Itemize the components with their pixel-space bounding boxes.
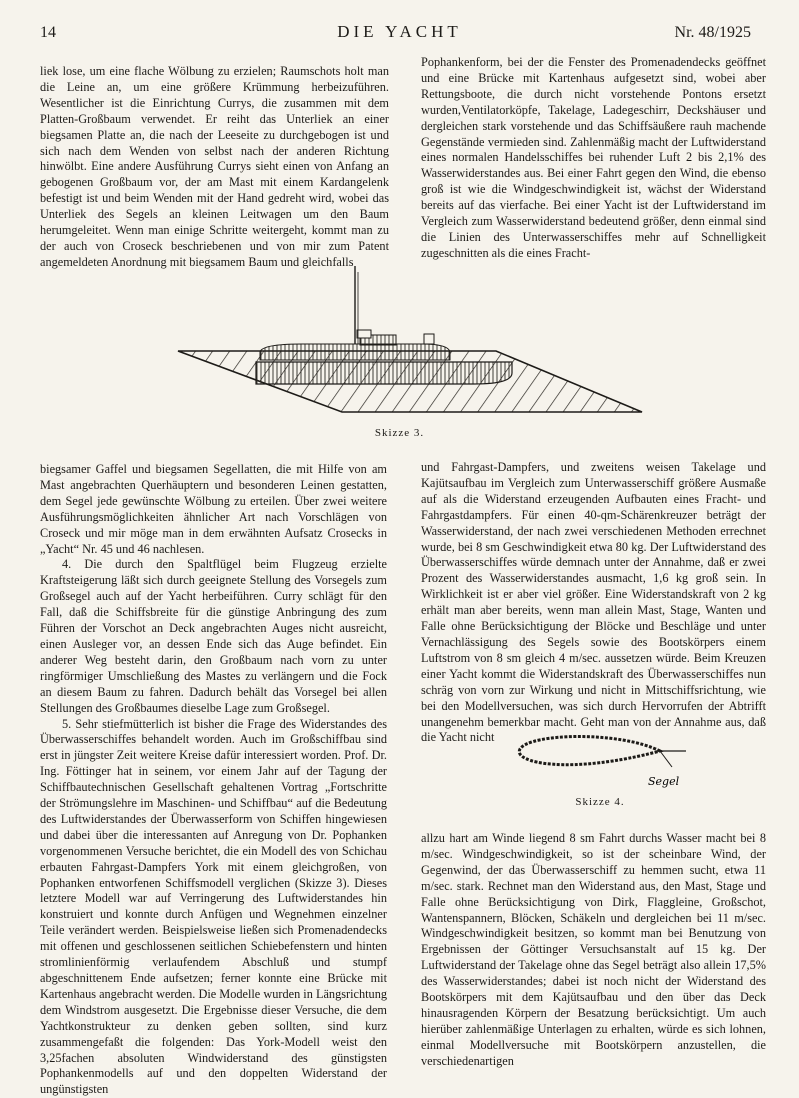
- figure-caption: Skizze 3.: [0, 427, 799, 439]
- paragraph: allzu hart am Winde liegend 8 sm Fahrt durchs Wasser macht bei 8 m/sec. Windgeschwindigkeit, so ist der scheinbare Wind, der Gegenwind, der das Überwasserschiff zu hemmen sucht, etwa 11 m/sec. stark. Rechnet man den Widerstand aus, den Mast, Stage und Falle ohne Berücksichtigung von Dirk, Flaggleine, Großschot, Wantenspannern, Blöcken, Schäkeln und dergleichen bei 11 m/sec. Windgeschwindigkeit besitzen, so kommt man bei Benutzung von Ergebnissen der Göttinger Versuchsanstalt auf 15 kg. Der Luftwiderstand der Takelage ohne das Segel beträgt also allein 17,5% des Wasserwiderstandes; dabei ist noch nicht der Widerstand des Bootskörpers mit dem Kajütsaufbau und den über das Deck hinausragenden Körpern der Besatzung berücksichtigt. Um auch hierüber zahlenmäßige Unterlagen zu erhalten, würde es sich lohnen, einmal Modellversuche mit Bootskörpern anzustellen, die verschiedenartigen: [421, 831, 766, 1070]
- promenade-deck: [260, 344, 450, 360]
- funnel: [357, 330, 371, 338]
- column-top-right: [421, 55, 766, 262]
- issue-number: Nr. 48/1925: [675, 24, 751, 42]
- column-bottom-right: [421, 460, 766, 746]
- paragraph: biegsamer Gaffel und biegsamen Segellatten, die mit Hilfe von am Mast angebrachten Querhäuptern und besonderen Leinen gestatten, dem Segel jede gewünschte Wölbung zu erteilen. Über zwei weitere Ausführungsmöglichkeiten ähnlicher Art nach Vorschlägen von Croseck und mir möge man in dem erwähnten Aufsatz Crosecks in „Yacht“ Nr. 45 und 46 nachlesen.: [40, 462, 387, 557]
- paragraph: 4. Die durch den Spaltflügel beim Flugzeug erzielte Kraftsteigerung läßt sich durch geeignete Stellung des Vorsegels zum Großsegel auch auf der Yacht herbeiführen. Curry schlägt für den Fall, daß die Schiffsbreite für die günstige Anbringung des zum Führen der Vorschot an Deck angebrachten Auges nicht ausreicht, einen Ausleger vor, an dessen Ende sich das Auge befindet. Ein anderer Weg besteht darin, den Großbaum nach vorn zu unter ringförmiger Umschließung des Mastes zu verlängern und die Fock an diesem Baum zu fahren. Dadurch behält das Vorsegel bei allen Stellungen des Großbaumes dieselbe Lage zum Großsegel.: [40, 557, 387, 716]
- page-number: 14: [40, 24, 56, 42]
- column-top-left: [40, 64, 389, 271]
- hull: [256, 362, 512, 384]
- bridge: [424, 334, 434, 344]
- journal-title: DIE YACHT: [0, 22, 799, 42]
- paragraph: 5. Sehr stiefmütterlich ist bisher die Frage des Widerstandes des Überwasserschiffes behandelt worden. Auch im Großschiffbau sind erst in jüngster Zeit weitere Kreise dafür interessiert worden. Prof. Dr. Ing. Föttinger hat in seinem, vor einem Jahr auf der Tagung der Schiffbautechnischen Gesellschaft gehaltenen Vortrag „Fortschritte der Strömungslehre im Maschinen- und Schiffbau“ auf die Bedeutung des Luftwiderstandes der Überwasserform von Schiffen hingewiesen und dabei über die interessanten auf Anregung von Dr. Pophanken vorgenommenen Versuche berichtet, die ein Modell des von Schichau erbauten Fahrgast-Dampfers York mit einem gleichgroßen, von Pophanken entworfenen Schiffsmodell verglichen (Skizze 3). Dieses letztere Modell war auf Verringerung des Luftwiderstandes hin konstruiert und konnte durch Anfügen und Wegnehmen einzelner Teile verändert werden. Beispielsweise ließen sich Promenadendecks mit offenen und geschlossenen seitlichen Schiebefenstern und hinten stromlinienförmig verlaufendem Abschluß und stumpf abgeschnittenem Ende aufsetzen; ferner konnte eine Brücke mit Kartenhaus angebracht werden. Die Modelle wurden in Längsrichtung dem Windstrom ausgesetzt. Die Ergebnisse dieser Versuche, die dem Yachtkonstrukteur zu denken geben sollten, sind kurz zusammengefaßt die folgenden: Das York-Modell weist den 3,25fachen absoluten Windwiderstand des günstigsten Pophankenmodells auf und den doppelten Widerstand der ungünstigsten: [40, 717, 387, 1098]
- sail-loop: [519, 737, 660, 765]
- paragraph: und Fahrgast-Dampfers, und zweitens weisen Takelage und Kajütsaufbau im Vergleich zum Unterwasserschiff größere Ausmaße auf als die Widerstand erzeugenden Aufbauten eines Fracht- und Fahrgastdampfers. Für einen 40-qm-Schärenkreuzer beträgt der Wasserwiderstand, der nach zwei verschiedenen Methoden errechnet wurde, bei 8 sm Geschwindigkeit etwa 80 kg. Der Luftwiderstand des Überwasserschiffes würde demnach unter der Annahme, daß er zwei Prozent des Wasserwiderstandes ausmacht, 1,6 kg groß sein. In Wirklichkeit ist er aber viel größer. Eine Widerstandskraft von 2 kg erhält man aber bereits, wenn man allein Mast, Stage, Wanten und Falle ohne Berücksichtigung der Blöcke und Beschläge und unter Vernachlässigung des Segels sowie des Bootskörpers einem Luftstrom von 8 sm gleich 4 m/sec. aussetzen würde. Beim Kreuzen einer Yacht kommt die Widerstandskraft des Überwasserschiffes nun schräg von vorn zur Wirkung und nicht in Mittschiffsrichtung, wie bei den Modellversuchen, was sich durch Hervorrufen der Abtrifft unangenehm bemerkbar macht. Geht man von der Annahme aus, daß die Yacht nicht: [421, 460, 766, 746]
- column-lower-right: [421, 831, 766, 1070]
- ship-model-sketch: [172, 262, 648, 422]
- paragraph: liek lose, um eine flache Wölbung zu erzielen; Raumschots holt man die Leine an, um eine größere Krümmung herbeizuführen. Wesentlicher ist die Einrichtung Currys, die zusammen mit dem Platten-Großbaum verwendet. Er reiht das Unterliek an einer biegsamen Platte an, die nach der Leeseite zu durchgebogen ist und sich nach dem Wenden von selbst nach der anderen Richtung hinwölbt. Eine andere Ausführung Currys sieht einen von Anfang an gebogenen Großbaum vor, der am Mast mit einem Kardangelenk befestigt ist und beim Wenden mit der Hand gedreht wird, wobei das Unterliek des Segels an kleinen Leitwagen um den Baum herumgeleitet. Wenn man einige Schritte weitergeht, kommt man zu der auch von Croseck beschriebenen und von mir zum Patent angemeldeten Anordnung mit biegsamem Baum und gleichfalls: [40, 64, 389, 271]
- figure-caption: Skizze 4.: [520, 796, 680, 808]
- sail-profile-sketch: [510, 729, 700, 793]
- sail-label: Segel: [648, 775, 680, 788]
- paragraph: Pophankenform, bei der die Fenster des Promenadendecks geöffnet und eine Brücke mit Kartenhaus aufgesetzt sind, wobei aber Rettungsboote, die durch nicht vorstehende Pontons ersetzt wurden,Ventilatorköpfe, Takelage, Ladegeschirr, Deckshäuser und dergleichen stark vorstehende und das Schiffsäußere rauh machende Gegenstände vermieden sind. Zahlenmäßig macht der Luftwiderstand eines normalen Handelsschiffes bei ruhender Luft 2 bis 2,1% des Wasserwiderstandes aus. Bei einer Fahrt gegen den Wind, die ebenso groß ist wie die Windgeschwindigkeit ist, wächst der Widerstand bereits auf das vierfache. Bei einer Yacht ist der Luftwiderstand im Vergleich zum Wasserwiderstand bedeutend größer, denn einmal sind die Linien des Unterwasserschiffes mehr auf Schnelligkeit zugeschnitten als die eines Fracht-: [421, 55, 766, 262]
- page-header: [0, 22, 799, 46]
- column-bottom-left: [40, 462, 387, 1098]
